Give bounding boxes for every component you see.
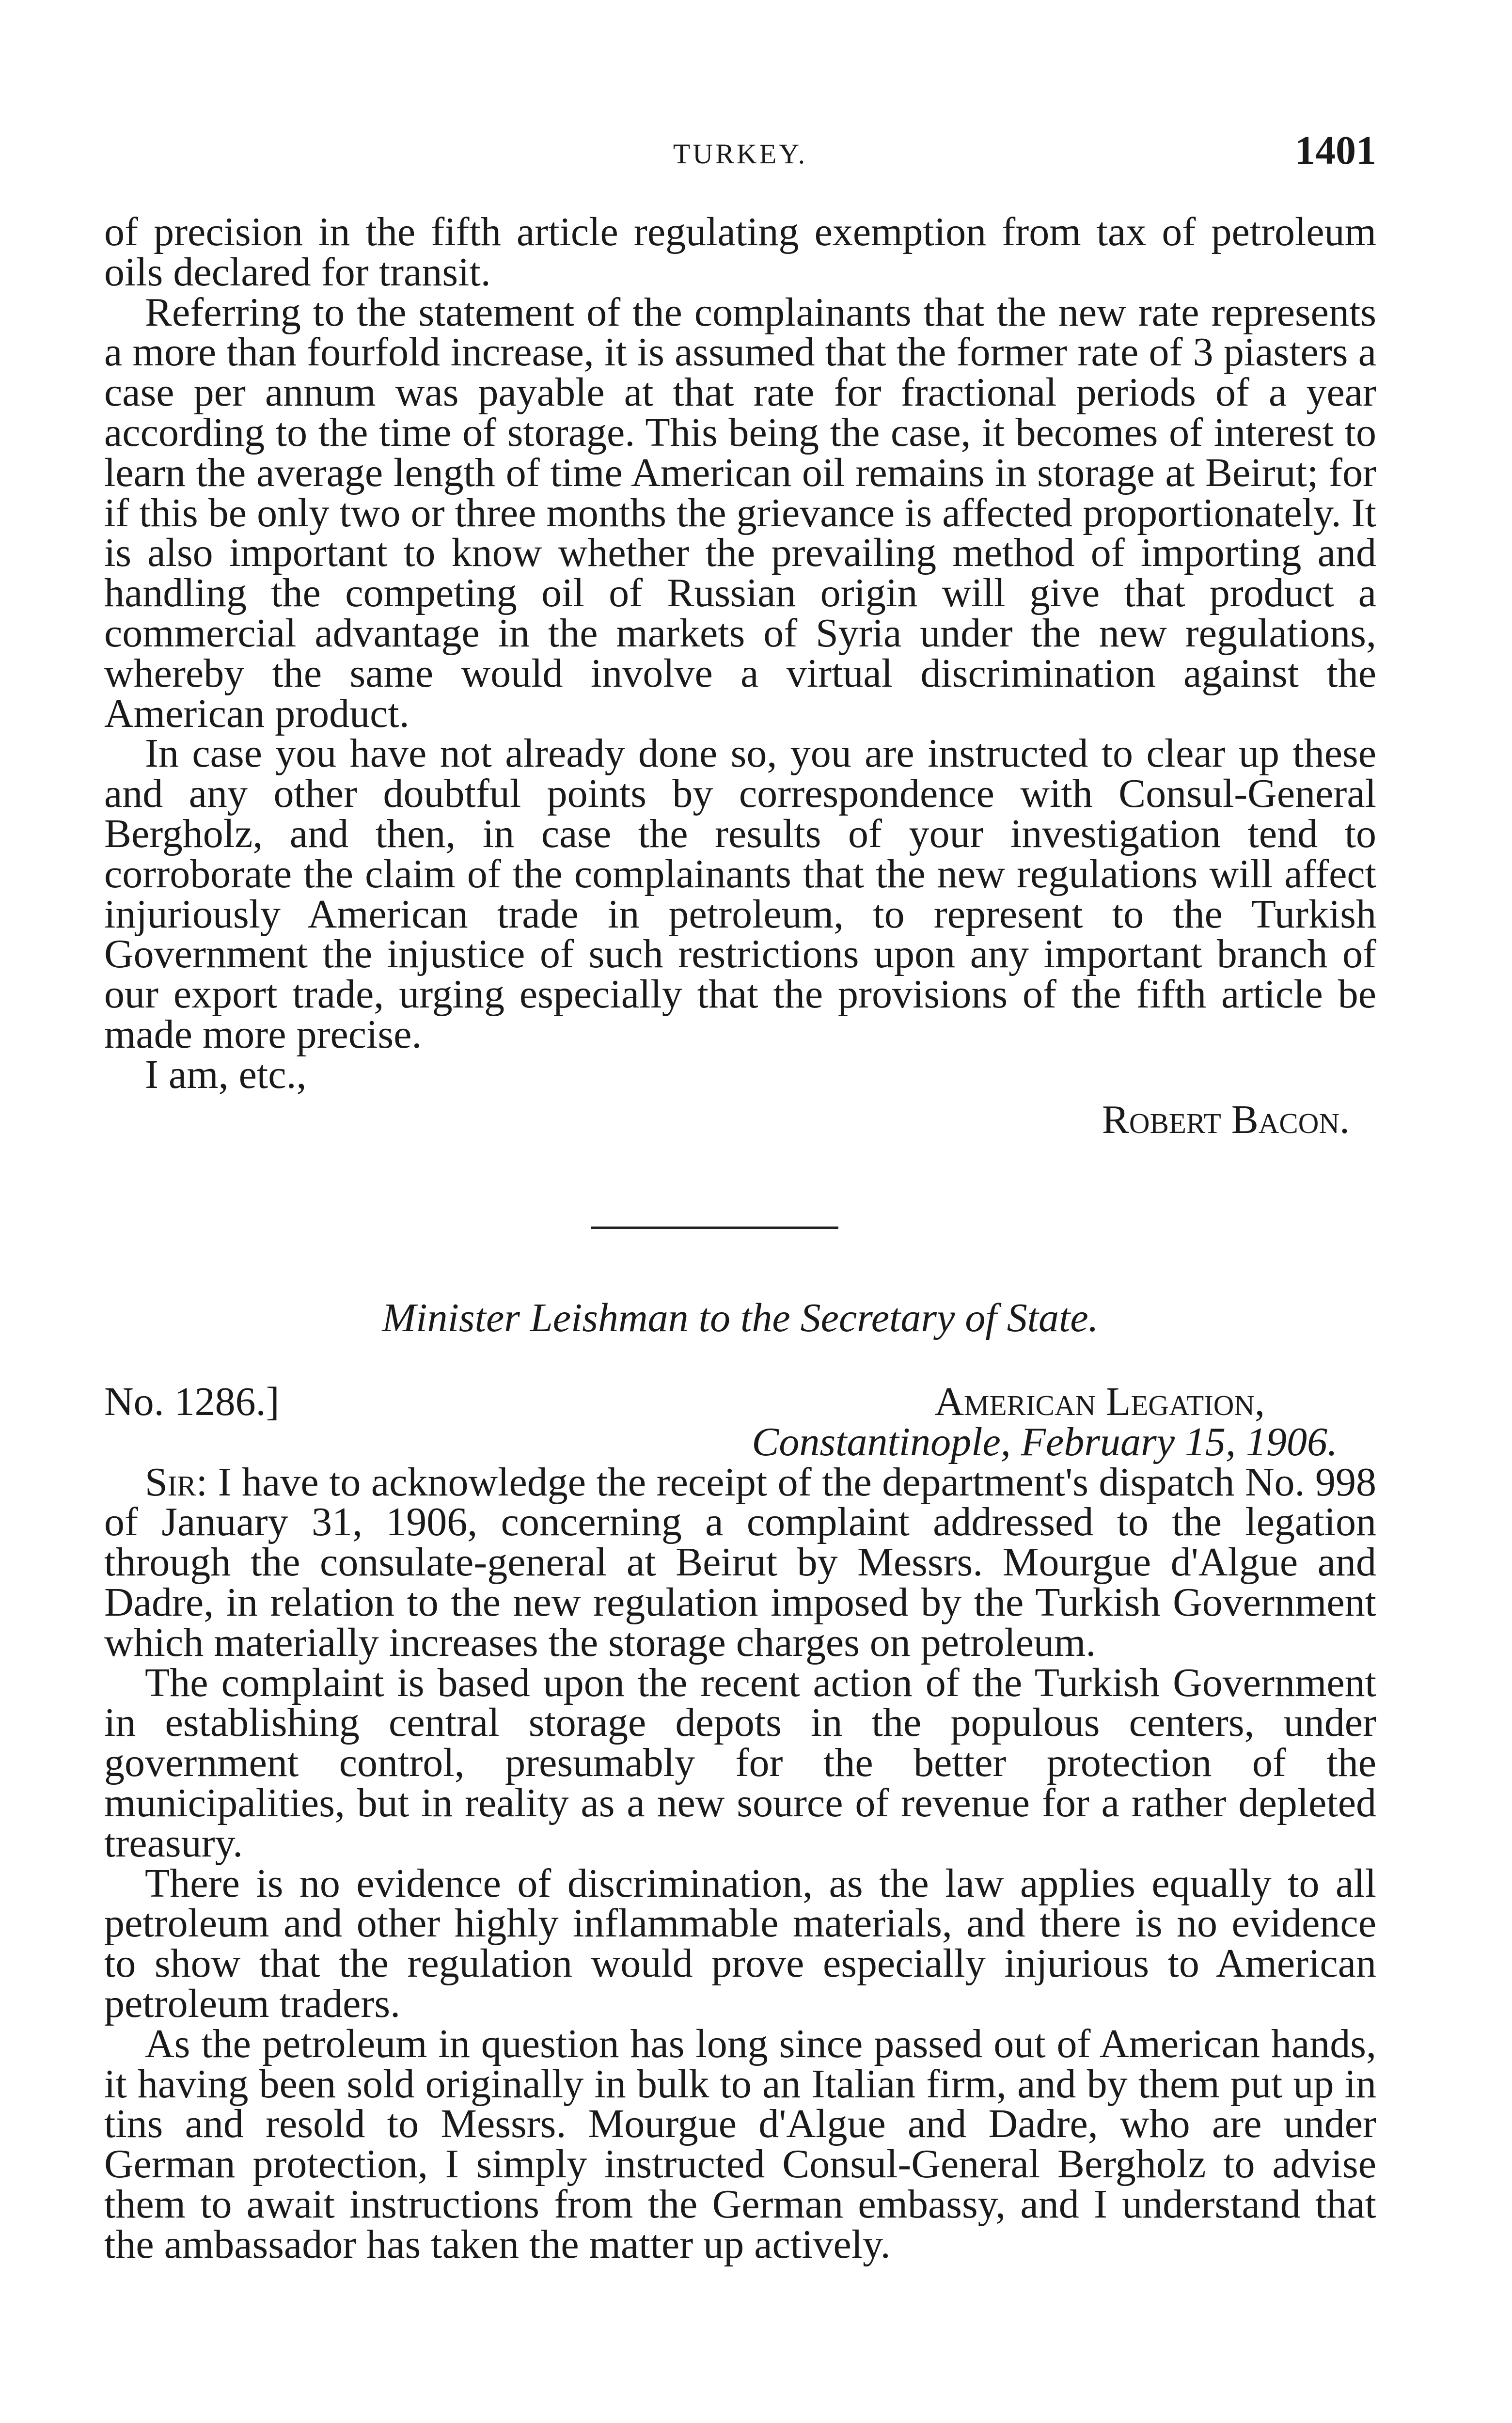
salutation: Sir:: [145, 1459, 208, 1505]
dateline: [104, 1379, 1376, 1424]
closing: I am, etc.,: [145, 1052, 307, 1097]
running-title: TURKEY.: [673, 138, 808, 170]
paragraph: There is no evidence of discrimination, as the law applies equally to all petroleum and other highly inflammable materials, and there is no evidence to show that the regulation would prove especially injurious to American petroleum traders.: [104, 1860, 1376, 2026]
dispatch-number: No. 1286.]: [104, 1379, 280, 1424]
legation-name: American Legation,: [934, 1379, 1265, 1424]
letter-bacon: [104, 209, 1376, 1142]
place-date: Constantinople, February 15, 1906.: [752, 1419, 1338, 1464]
section-divider: [591, 1227, 838, 1229]
letter-heading: Minister Leishman to the Secretary of State.: [382, 1295, 1099, 1340]
paragraph-text: I have to acknowledge the receipt of the department's dispatch No. 998 of January 31, 1906, concerning a complaint addressed to the legation through the consulate-general at Beirut by Messrs. Mourgue d'Algue and Dadre, in relation to the new regulation imposed by the Turkish Government which materially increases the storage charges on petroleum.: [104, 1459, 1376, 1665]
paragraph: As the petroleum in question has long since passed out of American hands, it having been sold originally in bulk to an Italian firm, and by them put up in tins and resold to Messrs. Mourgue d'Algue and Dadre, who are under German protection, I simply instructed Consul-General Bergholz to advise them to await instructions from the German embassy, and I understand that the ambassador has taken the matter up actively.: [104, 2021, 1376, 2267]
paragraph: of precision in the fifth article regulating exemption from tax of petroleum oils declared for transit.: [104, 209, 1376, 295]
page-number: 1401: [1295, 128, 1376, 173]
paragraph: The complaint is based upon the recent action of the Turkish Government in establishing central storage depots in the populous centers, under government control, presumably for the better protection of the municipalities, but in reality as a new source of revenue for a rather depleted treasury.: [104, 1660, 1376, 1866]
signature: Robert Bacon.: [1102, 1097, 1350, 1142]
paragraph: [104, 1459, 1376, 1665]
paragraph: In case you have not already done so, you are instructed to clear up these and any other doubtful points by correspondence with Consul-General Bergholz, and then, in case the results of your investigation tend to corroborate the claim of the complainants that the new regulations will affect injuriously American trade in petroleum, to represent to the Turkish Government the injustice of such restrictions upon any important branch of our export trade, urging especially that the provisions of the fifth article be made more precise.: [104, 731, 1376, 1057]
letter-leishman: [104, 1379, 1376, 2267]
paragraph: Referring to the statement of the complainants that the new rate represents a more than fourfold increase, it is assumed that the former rate of 3 piasters a case per annum was payable at that rate for fractional periods of a year according to the time of storage. This being the case, it becomes of interest to learn the average length of time American oil remains in storage at Beirut; for if this be only two or three months the grievance is affected proportionately. It is also important to know whether the prevailing method of importing and handling the competing oil of Russian origin will give that product a commercial advantage in the markets of Syria under the new regulations, whereby the same would involve a virtual discrimination against the American product.: [104, 289, 1376, 736]
page-header: [104, 127, 1376, 180]
